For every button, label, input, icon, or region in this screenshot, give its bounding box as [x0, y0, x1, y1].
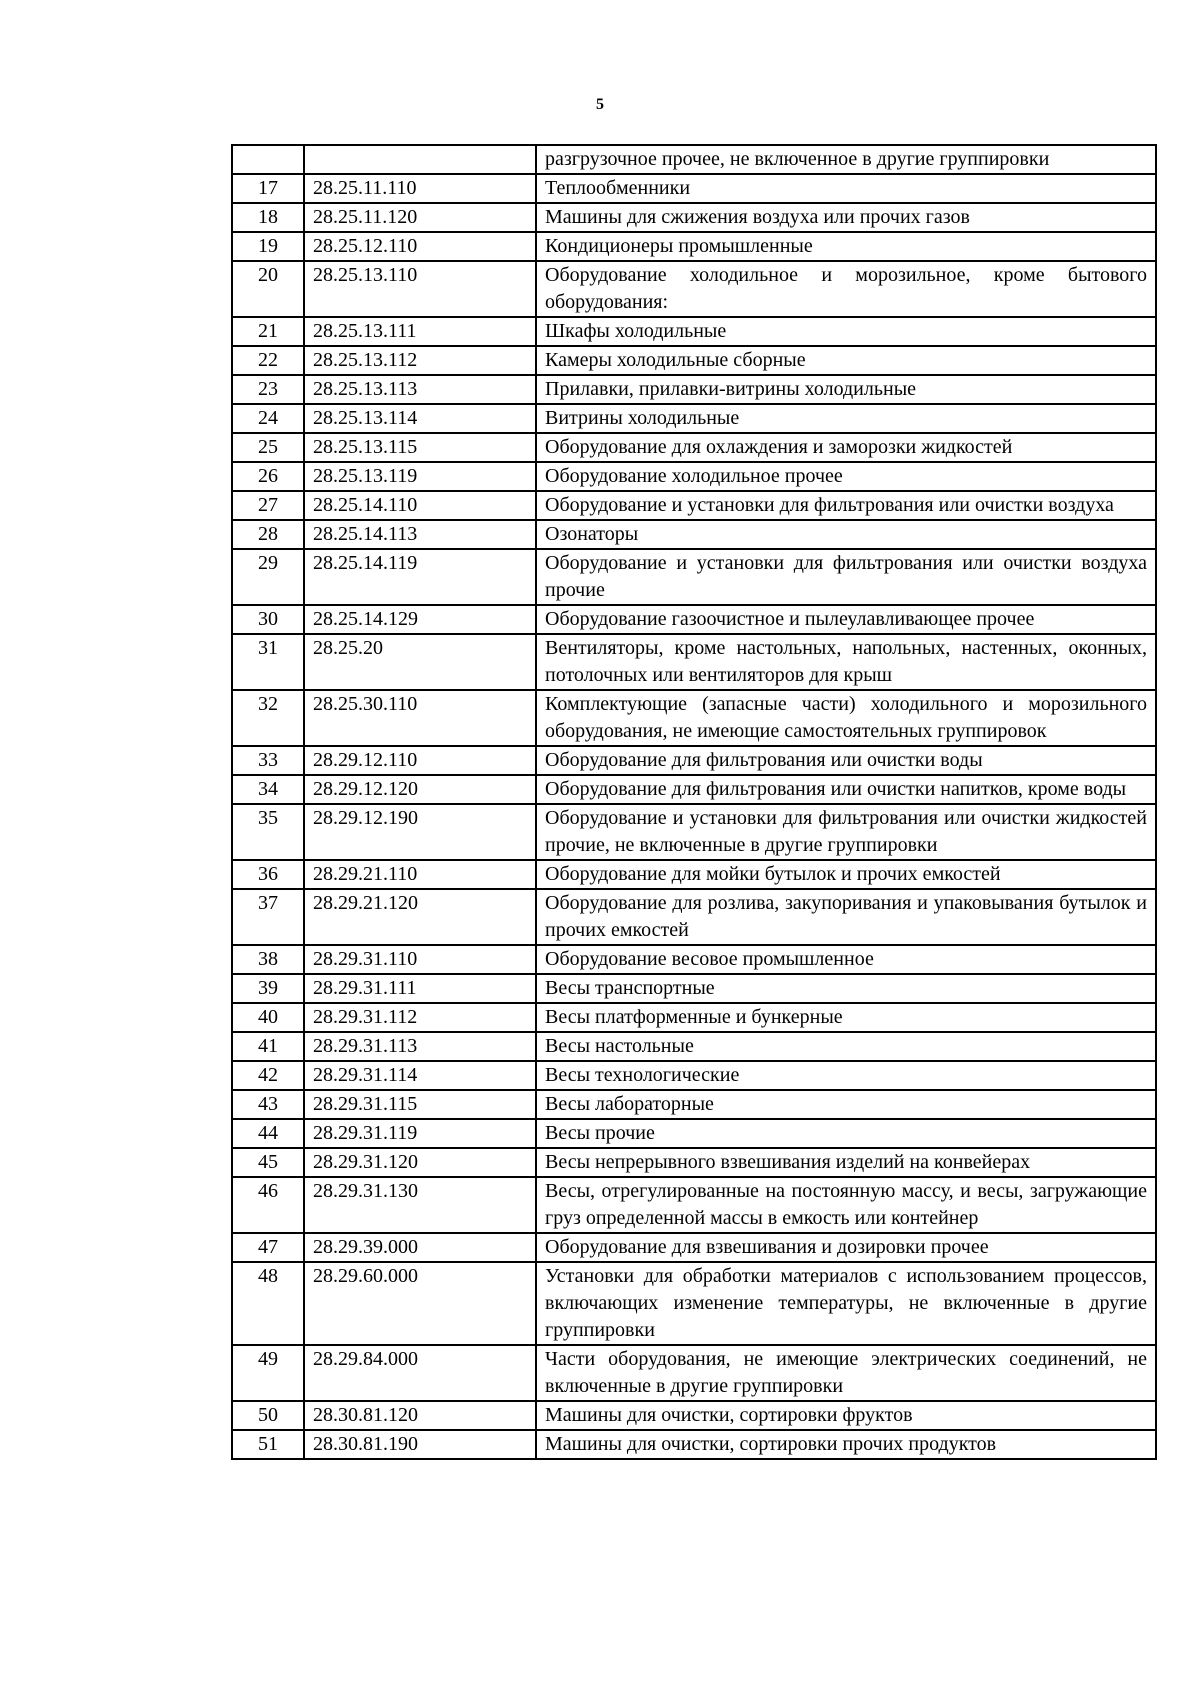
table-row: [232, 860, 1156, 889]
row-number-cell: 33: [232, 746, 304, 775]
row-number-cell: 20: [232, 261, 304, 317]
table-row: [232, 145, 1156, 174]
table-row: [232, 261, 1156, 317]
row-code-cell: 28.29.31.112: [304, 1003, 536, 1032]
row-number-cell: 38: [232, 945, 304, 974]
row-number-cell: 40: [232, 1003, 304, 1032]
page-number: 5: [596, 96, 604, 113]
row-number-cell: 45: [232, 1148, 304, 1177]
row-code-cell: 28.29.31.120: [304, 1148, 536, 1177]
table-row: [232, 1148, 1156, 1177]
table-row: [232, 174, 1156, 203]
row-number-cell: 50: [232, 1401, 304, 1430]
row-description-cell: Части оборудования, не имеющие электрических соединений, не включенные в другие группировки: [536, 1345, 1156, 1401]
table-row: [232, 746, 1156, 775]
row-number-cell: 48: [232, 1262, 304, 1345]
table-row: [232, 605, 1156, 634]
row-description-cell: Прилавки, прилавки-витрины холодильные: [536, 375, 1156, 404]
table-row: [232, 1003, 1156, 1032]
table-row: [232, 1119, 1156, 1148]
row-code-cell: 28.29.31.110: [304, 945, 536, 974]
row-description-cell: Оборудование холодильное прочее: [536, 462, 1156, 491]
row-number-cell: 36: [232, 860, 304, 889]
row-number-cell: 35: [232, 804, 304, 860]
row-code-cell: 28.25.11.120: [304, 203, 536, 232]
row-description-cell: Озонаторы: [536, 520, 1156, 549]
row-number-cell: 49: [232, 1345, 304, 1401]
row-number-cell: 51: [232, 1430, 304, 1459]
row-code-cell: 28.29.21.120: [304, 889, 536, 945]
table-row: [232, 1430, 1156, 1459]
row-description-cell: Оборудование газоочистное и пылеулавливающее прочее: [536, 605, 1156, 634]
row-description-cell: Оборудование и установки для фильтрования или очистки воздуха прочие: [536, 549, 1156, 605]
table-row: [232, 804, 1156, 860]
row-code-cell: 28.29.60.000: [304, 1262, 536, 1345]
row-code-cell: 28.25.13.111: [304, 317, 536, 346]
row-description-cell: Камеры холодильные сборные: [536, 346, 1156, 375]
row-number-cell: 25: [232, 433, 304, 462]
row-code-cell: 28.29.31.111: [304, 974, 536, 1003]
row-description-cell: Теплообменники: [536, 174, 1156, 203]
row-code-cell: 28.25.14.110: [304, 491, 536, 520]
table-row: [232, 974, 1156, 1003]
row-number-cell: 27: [232, 491, 304, 520]
row-number-cell: 24: [232, 404, 304, 433]
row-number-cell: 17: [232, 174, 304, 203]
row-number-cell: 37: [232, 889, 304, 945]
row-description-cell: Оборудование весовое промышленное: [536, 945, 1156, 974]
row-number-cell: 23: [232, 375, 304, 404]
row-code-cell: 28.25.11.110: [304, 174, 536, 203]
table-row: [232, 491, 1156, 520]
row-description-cell: Весы платформенные и бункерные: [536, 1003, 1156, 1032]
table-row: [232, 462, 1156, 491]
row-code-cell: 28.25.14.129: [304, 605, 536, 634]
row-description-cell: Витрины холодильные: [536, 404, 1156, 433]
row-description-cell: Машины для очистки, сортировки прочих продуктов: [536, 1430, 1156, 1459]
row-number-cell: 47: [232, 1233, 304, 1262]
row-description-cell: Вентиляторы, кроме настольных, напольных, настенных, оконных, потолочных или вентиляторов для крыш: [536, 634, 1156, 690]
row-code-cell: 28.29.31.114: [304, 1061, 536, 1090]
row-number-cell: 21: [232, 317, 304, 346]
row-description-cell: Комплектующие (запасные части) холодильного и морозильного оборудования, не имеющие самостоятельных группировок: [536, 690, 1156, 746]
row-code-cell: 28.29.31.119: [304, 1119, 536, 1148]
row-code-cell: 28.29.84.000: [304, 1345, 536, 1401]
row-number-cell: 22: [232, 346, 304, 375]
row-code-cell: 28.25.13.115: [304, 433, 536, 462]
table-row: [232, 520, 1156, 549]
table-row: [232, 634, 1156, 690]
row-description-cell: Оборудование холодильное и морозильное, кроме бытового оборудования:: [536, 261, 1156, 317]
row-code-cell: 28.29.12.110: [304, 746, 536, 775]
okpd-code-table: [231, 144, 1157, 1460]
table-row: [232, 375, 1156, 404]
row-description-cell: Весы прочие: [536, 1119, 1156, 1148]
table-row: [232, 690, 1156, 746]
row-number-cell: 19: [232, 232, 304, 261]
row-code-cell: 28.25.13.114: [304, 404, 536, 433]
row-description-cell: Установки для обработки материалов с использованием процессов, включающих изменение температуры, не включенные в другие группировки: [536, 1262, 1156, 1345]
row-code-cell: 28.25.13.112: [304, 346, 536, 375]
table-row: [232, 1177, 1156, 1233]
row-code-cell: 28.29.31.113: [304, 1032, 536, 1061]
row-code-cell: 28.25.13.119: [304, 462, 536, 491]
row-code-cell: [304, 145, 536, 174]
row-code-cell: 28.25.14.119: [304, 549, 536, 605]
table-row: [232, 232, 1156, 261]
row-description-cell: разгрузочное прочее, не включенное в другие группировки: [536, 145, 1156, 174]
row-number-cell: 32: [232, 690, 304, 746]
row-number-cell: 18: [232, 203, 304, 232]
row-description-cell: Оборудование для охлаждения и заморозки жидкостей: [536, 433, 1156, 462]
row-code-cell: 28.29.12.120: [304, 775, 536, 804]
row-description-cell: Оборудование для фильтрования или очистки напитков, кроме воды: [536, 775, 1156, 804]
table-row: [232, 1401, 1156, 1430]
row-code-cell: 28.29.21.110: [304, 860, 536, 889]
row-description-cell: Весы непрерывного взвешивания изделий на конвейерах: [536, 1148, 1156, 1177]
row-code-cell: 28.30.81.120: [304, 1401, 536, 1430]
row-number-cell: 46: [232, 1177, 304, 1233]
row-number-cell: 41: [232, 1032, 304, 1061]
table-row: [232, 945, 1156, 974]
row-description-cell: Оборудование и установки для фильтрования или очистки воздуха: [536, 491, 1156, 520]
row-code-cell: 28.29.39.000: [304, 1233, 536, 1262]
row-description-cell: Оборудование и установки для фильтрования или очистки жидкостей прочие, не включенные в другие группировки: [536, 804, 1156, 860]
row-description-cell: Весы транспортные: [536, 974, 1156, 1003]
table-row: [232, 1090, 1156, 1119]
row-code-cell: 28.25.13.113: [304, 375, 536, 404]
row-code-cell: 28.25.13.110: [304, 261, 536, 317]
row-code-cell: 28.25.30.110: [304, 690, 536, 746]
table-row: [232, 203, 1156, 232]
row-description-cell: Машины для сжижения воздуха или прочих газов: [536, 203, 1156, 232]
row-code-cell: 28.25.20: [304, 634, 536, 690]
table-row: [232, 889, 1156, 945]
row-description-cell: Оборудование для мойки бутылок и прочих емкостей: [536, 860, 1156, 889]
table-row: [232, 1061, 1156, 1090]
table-row: [232, 317, 1156, 346]
row-number-cell: 34: [232, 775, 304, 804]
row-number-cell: 43: [232, 1090, 304, 1119]
row-description-cell: Кондиционеры промышленные: [536, 232, 1156, 261]
row-description-cell: Оборудование для фильтрования или очистки воды: [536, 746, 1156, 775]
table-row: [232, 1233, 1156, 1262]
row-description-cell: Весы лабораторные: [536, 1090, 1156, 1119]
row-description-cell: Весы технологические: [536, 1061, 1156, 1090]
row-number-cell: 39: [232, 974, 304, 1003]
row-number-cell: [232, 145, 304, 174]
table-row: [232, 433, 1156, 462]
row-description-cell: Машины для очистки, сортировки фруктов: [536, 1401, 1156, 1430]
row-code-cell: 28.30.81.190: [304, 1430, 536, 1459]
table-row: [232, 1262, 1156, 1345]
row-code-cell: 28.29.31.115: [304, 1090, 536, 1119]
row-code-cell: 28.25.14.113: [304, 520, 536, 549]
row-description-cell: Оборудование для розлива, закупоривания и упаковывания бутылок и прочих емкостей: [536, 889, 1156, 945]
table-row: [232, 1032, 1156, 1061]
row-number-cell: 29: [232, 549, 304, 605]
row-code-cell: 28.29.31.130: [304, 1177, 536, 1233]
table-row: [232, 1345, 1156, 1401]
row-code-cell: 28.29.12.190: [304, 804, 536, 860]
row-number-cell: 28: [232, 520, 304, 549]
table-body: [232, 145, 1156, 1459]
table-row: [232, 549, 1156, 605]
row-number-cell: 26: [232, 462, 304, 491]
row-description-cell: Весы, отрегулированные на постоянную массу, и весы, загружающие груз определенной массы в емкость или контейнер: [536, 1177, 1156, 1233]
row-code-cell: 28.25.12.110: [304, 232, 536, 261]
row-number-cell: 42: [232, 1061, 304, 1090]
row-description-cell: Оборудование для взвешивания и дозировки прочее: [536, 1233, 1156, 1262]
row-description-cell: Весы настольные: [536, 1032, 1156, 1061]
table-row: [232, 346, 1156, 375]
table-row: [232, 404, 1156, 433]
row-number-cell: 30: [232, 605, 304, 634]
row-number-cell: 44: [232, 1119, 304, 1148]
table-row: [232, 775, 1156, 804]
row-number-cell: 31: [232, 634, 304, 690]
row-description-cell: Шкафы холодильные: [536, 317, 1156, 346]
